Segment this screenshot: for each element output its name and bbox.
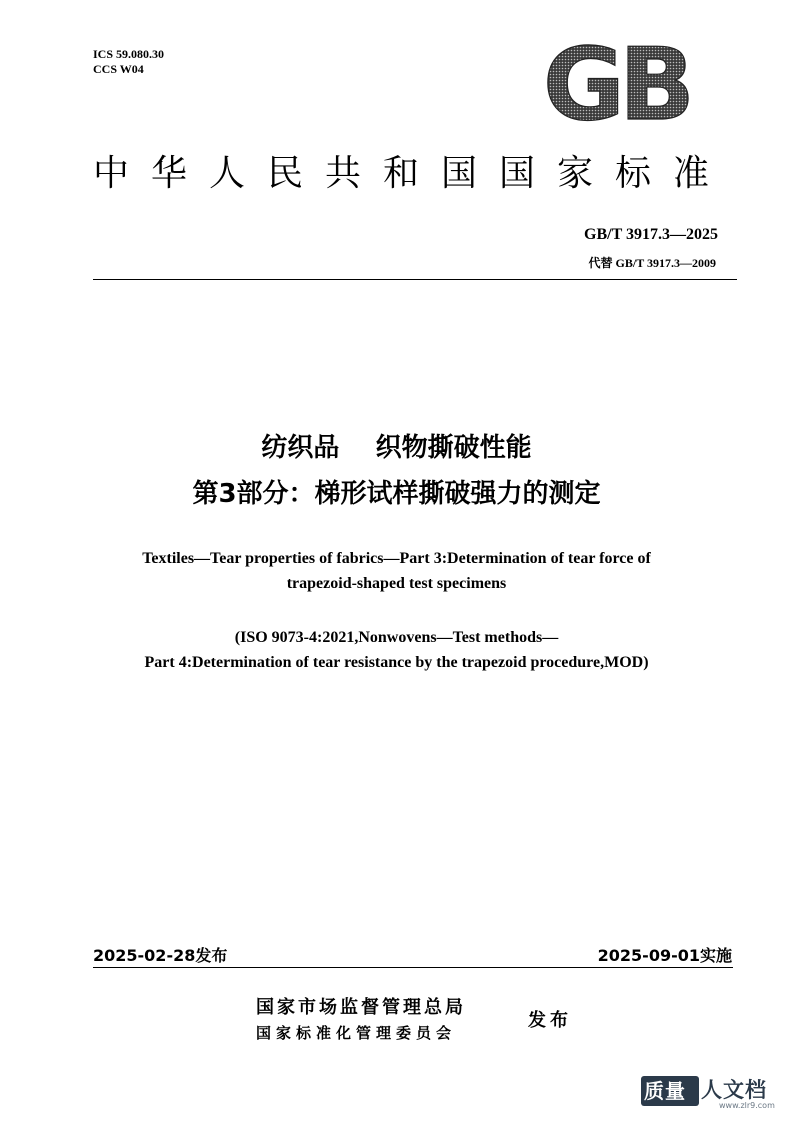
issuer-samr: 国家市场监督管理总局: [256, 997, 466, 1018]
watermark-box: [641, 1076, 699, 1106]
country-title: 中华人民共和国国家标准: [93, 153, 732, 194]
top-divider: [93, 279, 737, 280]
ics-code: ICS 59.080.30: [93, 47, 165, 61]
watermark-url: www.zlr9.com: [719, 1101, 775, 1110]
replaces-number: GB/T 3917.3—2009: [612, 256, 716, 270]
publish-label: 发布: [528, 1010, 572, 1031]
watermark-logo: [641, 1072, 786, 1112]
standard-number: GB/T 3917.3—2025: [584, 226, 718, 243]
en-title-line2: trapezoid-shaped test specimens: [286, 575, 507, 592]
gb-logo-text: GB: [542, 43, 690, 125]
gb-logo: [540, 43, 693, 125]
replaces-prefix: 代替: [588, 256, 613, 270]
replaces-line: [589, 254, 716, 271]
watermark-text: 人文档: [701, 1078, 767, 1102]
cn-title-line1: 纺织品 织物撕破性能: [261, 433, 532, 463]
iso-reference-line2: Part 4:Determination of tear resistance by the trapezoid procedure,MOD): [144, 654, 649, 671]
ccs-code: CCS W04: [93, 62, 144, 76]
implementation-date: 2025-09-01实施: [597, 946, 732, 965]
issuer-sac: 国家标准化管理委员会: [256, 1024, 457, 1042]
iso-reference-line1: (ISO 9073-4:2021,Nonwovens—Test methods—: [234, 629, 559, 646]
cn-title-line2: 第3部分：梯形试样撕破强力的测定: [192, 479, 601, 509]
bottom-divider: [93, 967, 733, 968]
en-title-line1: Textiles—Tear properties of fabrics—Part 3:Determination of tear force of: [142, 550, 651, 567]
issue-date: 2025-02-28发布: [93, 946, 228, 965]
watermark-box-text: 质量: [644, 1079, 686, 1103]
